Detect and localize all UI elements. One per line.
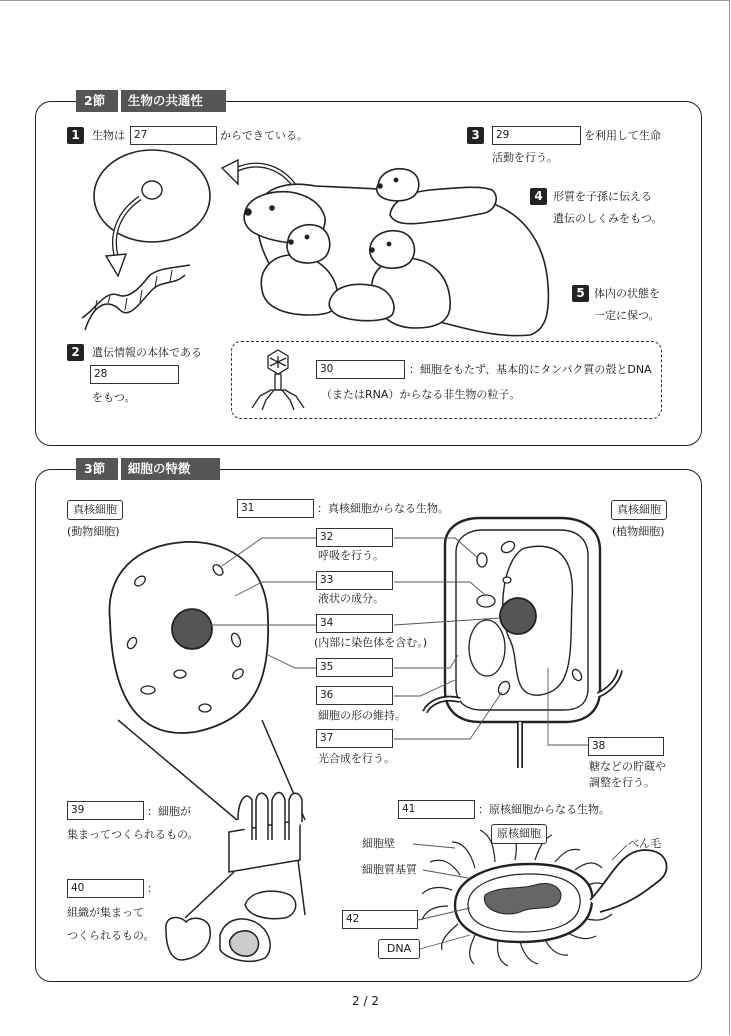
text-39b: 集まってつくられるもの。 — [67, 828, 199, 841]
item5-text-line1: 体内の状態を — [594, 287, 660, 300]
eukaryote-plant-label: 真核細胞 — [611, 500, 667, 520]
item4-number-badge: 4 — [530, 188, 547, 205]
answer-box-37[interactable]: 37 — [316, 729, 393, 748]
label-cell-wall: 細胞壁 — [362, 837, 395, 850]
item3-number-badge: 3 — [467, 127, 484, 144]
answer-box-27[interactable]: 27 — [130, 126, 217, 145]
answer-box-38[interactable]: 38 — [588, 737, 664, 756]
text-40a: ： — [147, 882, 158, 895]
item4-text-line2: 遺伝のしくみをもつ。 — [553, 212, 663, 225]
plant-cell-illustration — [425, 518, 620, 768]
item1-text-after: からできている。 — [220, 129, 308, 142]
item1-text-before: 生物は — [92, 129, 125, 142]
answer-box-28[interactable]: 28 — [90, 365, 179, 384]
text-34: (内部に染色体を含む。) — [314, 636, 428, 649]
item2-text-line1: 遺伝情報の本体である — [92, 346, 202, 359]
answer-box-34[interactable]: 34 — [316, 614, 393, 633]
item2-number-badge: 2 — [67, 344, 84, 361]
section3-tag-number: 3節 — [84, 461, 106, 476]
item3-text-line1: を利用して生命 — [584, 129, 661, 142]
item3-text-line2: 活動を行う。 — [492, 151, 558, 164]
text-32: 呼吸を行う。 — [318, 549, 384, 562]
eukaryote-plant-sub: (植物細胞) — [612, 525, 665, 538]
answer-box-40[interactable]: 40 — [67, 879, 144, 898]
prokaryote-label: 原核細胞 — [491, 824, 547, 844]
answer-box-29[interactable]: 29 — [492, 126, 581, 145]
item1-number-badge: 1 — [67, 127, 84, 144]
virus-text-line2: （またはRNA）からなる非生物の粒子。 — [321, 388, 521, 401]
item4-text-line1: 形質を子孫に伝える — [553, 190, 652, 203]
text-39a: ：細胞が — [147, 805, 191, 818]
label-flagellum: べん毛 — [628, 837, 661, 850]
answer-box-32[interactable]: 32 — [316, 528, 393, 547]
answer-box-41[interactable]: 41 — [398, 800, 475, 819]
answer-box-36[interactable]: 36 — [316, 686, 393, 705]
answer-box-39[interactable]: 39 — [67, 801, 144, 820]
text-36: 細胞の形の維持。 — [318, 709, 406, 722]
answer-box-31[interactable]: 31 — [237, 499, 314, 518]
answer-box-33[interactable]: 33 — [316, 571, 393, 590]
text-33: 液状の成分。 — [318, 592, 384, 605]
answer-box-35[interactable]: 35 — [316, 658, 393, 677]
text-38a: 糖などの貯蔵や — [589, 760, 666, 773]
section3-tag-title: 細胞の特徴 — [127, 461, 191, 476]
text-38b: 調整を行う。 — [589, 776, 655, 789]
eukaryote-animal-label: 真核細胞 — [67, 500, 123, 520]
text-40b: 組織が集まって — [67, 906, 144, 919]
item5-text-line2: 一定に保つ。 — [594, 309, 660, 322]
text-37: 光合成を行う。 — [318, 752, 395, 765]
page-number: 2 / 2 — [352, 994, 379, 1008]
answer-box-42[interactable]: 42 — [342, 910, 418, 929]
section2-tag-title: 生物の共通性 — [127, 93, 203, 108]
answer-box-30[interactable]: 30 — [316, 360, 405, 379]
dna-label: DNA — [378, 939, 420, 959]
text-41: ：原核細胞からなる生物。 — [478, 803, 610, 816]
animal-cell-illustration — [109, 542, 268, 733]
item5-number-badge: 5 — [572, 285, 589, 302]
text-40c: つくられるもの。 — [67, 929, 155, 942]
label-cytoplasmic-matrix: 細胞質基質 — [362, 863, 417, 876]
text-31: ：真核細胞からなる生物。 — [317, 502, 449, 515]
section2-tag-number: 2節 — [84, 93, 106, 108]
virus-text-line1: ：細胞をもたず、基本的にタンパク質の殻とDNA — [409, 363, 652, 376]
item2-text-line2: をもつ。 — [92, 391, 136, 404]
eukaryote-animal-sub: (動物細胞) — [67, 525, 120, 538]
